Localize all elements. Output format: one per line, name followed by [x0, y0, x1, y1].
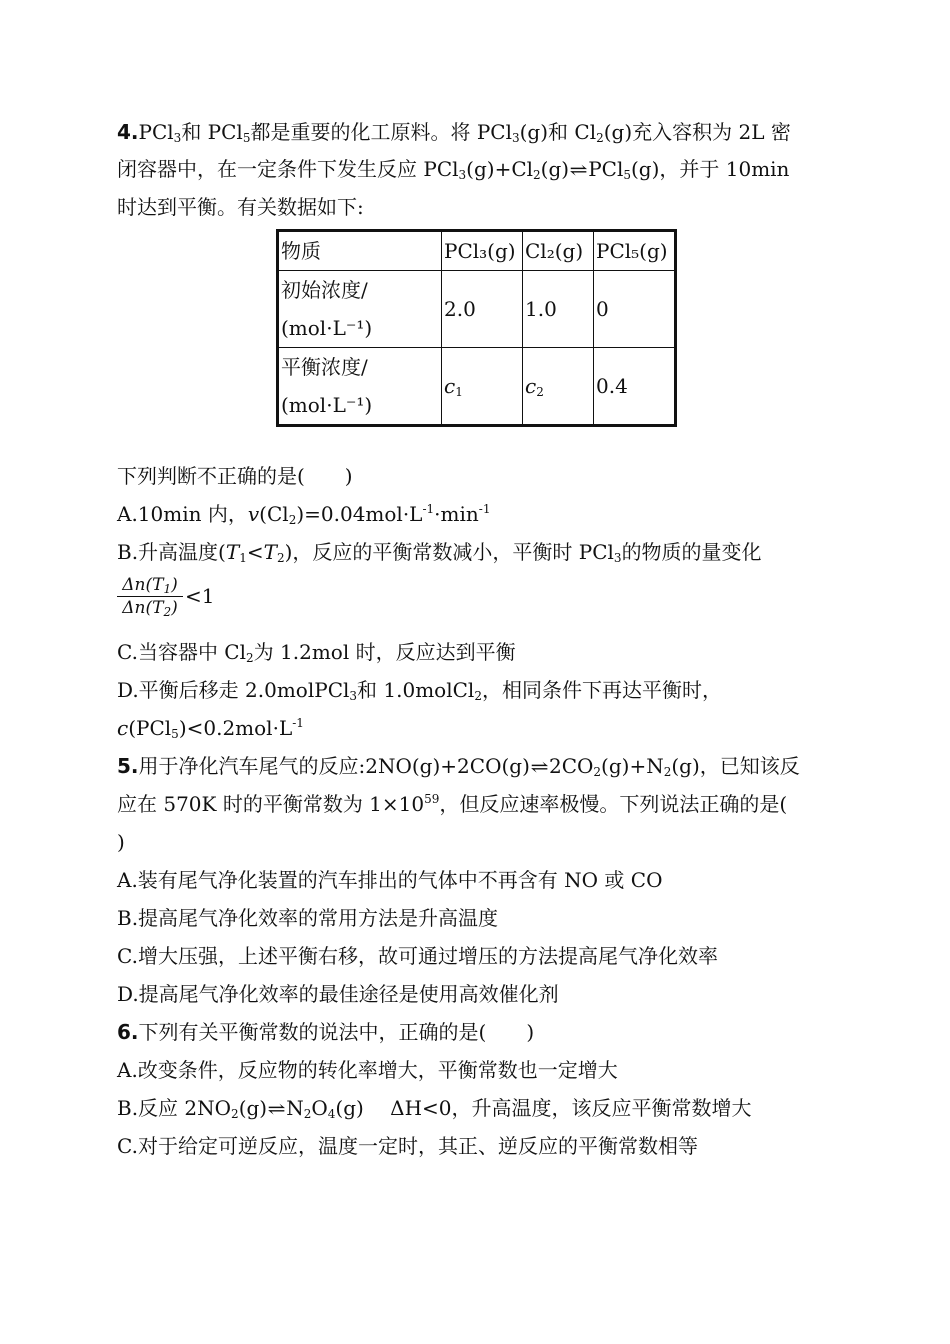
q4-option-c: C.当容器中 $Cl_2$为 1.2mol 时，反应达到平衡 [117, 640, 516, 665]
table-row-label: 初始浓度/ (mol·L⁻¹) [278, 271, 442, 348]
table-row [278, 231, 676, 271]
q6-option-c: C.对于给定可逆反应，温度一定时，其正、逆反应的平衡常数相等 [117, 1134, 698, 1158]
table-cell: $c_1$ [442, 348, 523, 426]
table-cell: 0 [594, 271, 676, 348]
q5-line-3: ) [117, 830, 125, 854]
q6-number: 6. [117, 1020, 139, 1044]
equilibrium-arrow-icon: ⇌ [569, 160, 588, 181]
table-cell: 2.0 [442, 271, 523, 348]
equilibrium-arrow-icon: ⇌ [267, 1099, 286, 1120]
q4-option-a: A.10min 内，$v(Cl_2)=0.04mol\cdot L^{-1}\cdot\min^{-1}$ [117, 502, 491, 527]
table-header-cell: 物质 [278, 231, 442, 271]
q4-line-2: 闭容器中，在一定条件下发生反应 $PCl_3(g)+Cl_2(g)\rightleftharpoons PCl_5(g)$，并于 10min [117, 155, 789, 185]
table-header-cell: Cl₂(g) [523, 231, 594, 271]
table-header-cell: PCl₃(g) [442, 231, 523, 271]
equilibrium-arrow-icon: ⇌ [530, 757, 549, 778]
q5-option-d: D.提高尾气净化效率的最佳途径是使用高效催化剂 [117, 982, 559, 1006]
q5-number: 5. [117, 754, 139, 778]
q6-stem: 6.下列有关平衡常数的说法中，正确的是( ) [117, 1020, 535, 1044]
q4-option-b: B.升高温度$(T_1<T_2)$，反应的平衡常数减小，平衡时 PCl$_3$的物质的量变化 [117, 540, 762, 565]
table-header-cell: PCl₅(g) [594, 231, 676, 271]
q5-option-b: B.提高尾气净化效率的常用方法是升高温度 [117, 906, 499, 930]
table-cell: 1.0 [523, 271, 594, 348]
q4-number: 4. [117, 120, 139, 144]
q5-option-c: C.增大压强，上述平衡右移，故可通过增压的方法提高尾气净化效率 [117, 944, 718, 968]
q5-option-a: A.装有尾气净化装置的汽车排出的气体中不再含有 NO 或 CO [117, 868, 663, 892]
table-row [278, 271, 676, 348]
table-cell: 0.4 [594, 348, 676, 426]
q4-option-d: D.平衡后移走 2.0molPCl$_3$和 1.0molCl$_2$，相同条件下再达平衡时， [117, 678, 722, 703]
table-row-label: 平衡浓度/ (mol·L⁻¹) [278, 348, 442, 426]
q6-option-b: B.反应 $2NO_2(g)\rightleftharpoons N_2O_4(g)$ ΔH<0，升高温度，该反应平衡常数增大 [117, 1094, 752, 1124]
q5-line-1: 5.用于净化汽车尾气的反应$:2NO(g)+2CO(g)\rightleftharpoons 2CO_2(g)+N_2(g)$，已知该反 [117, 752, 800, 782]
q5-line-2: 应在 570K 时的平衡常数为 $1\times 10^{59}$，但反应速率极慢。下列说法正确的是( [117, 792, 788, 816]
table-cell: $c_2$ [523, 348, 594, 426]
q4-stem: 下列判断不正确的是( ) [117, 464, 353, 488]
q4-data-table [276, 229, 677, 427]
q6-option-a: A.改变条件，反应物的转化率增大，平衡常数也一定增大 [117, 1058, 618, 1082]
q4-line-1: 4.PCl$_3$和 PCl$_5$都是重要的化工原料。将 PCl$_3$(g)和 $Cl_2(g)$充入容积为 2L 密 [117, 120, 791, 145]
q4-option-b-fraction: $\Delta n(T_1)$ $\Delta n(T_2)$ <1 [117, 574, 207, 619]
q4-line-3: 时达到平衡。有关数据如下: [117, 195, 364, 219]
table-row [278, 348, 676, 426]
q4-option-d-line-2: $c(PCl_5)<0.2mol\cdot L^{-1}$ [117, 716, 304, 741]
